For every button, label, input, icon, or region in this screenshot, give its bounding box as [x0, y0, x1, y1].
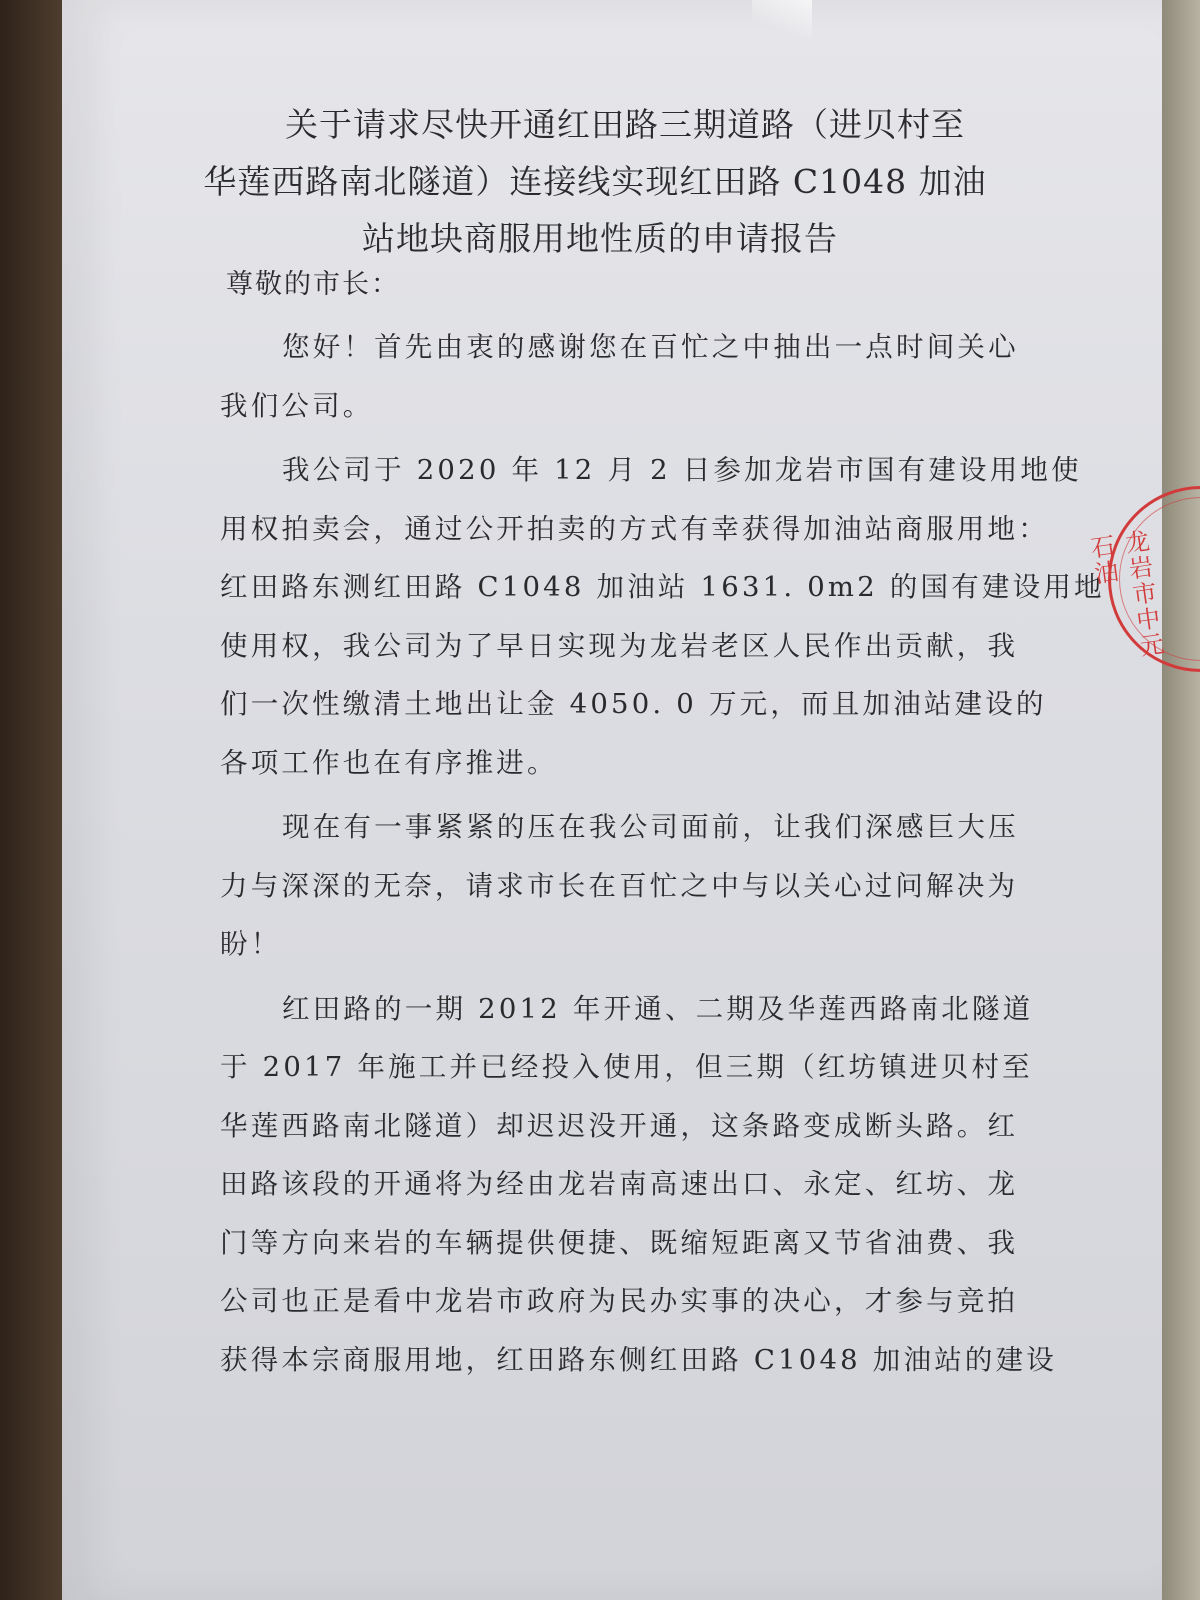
- body-line: 我们公司。: [220, 389, 374, 422]
- body-line: 于 2017 年施工并已经投入使用，但三期（红坊镇进贝村至: [220, 1051, 1033, 1083]
- body-line: 华莲西路南北隧道）却迟迟没开通，这条路变成断头路。红: [220, 1109, 1019, 1142]
- salutation: 尊敬的市长：: [226, 269, 400, 300]
- title-line: 站地块商服用地性质的申请报告: [362, 219, 838, 258]
- body-line: 各项工作也在有序推进。: [220, 746, 558, 779]
- body-line: 我公司于 2020 年 12 月 2 日参加龙岩市国有建设用地使: [282, 454, 1082, 486]
- title-line: 华莲西路南北隧道）连接线实现红田路 C1048 加油: [203, 162, 987, 201]
- body-line: 您好！首先由衷的感谢您在百忙之中抽出一点时间关心: [282, 331, 1019, 363]
- body-line: 获得本宗商服用地，红田路东侧红田路 C1048 加油站的建设: [220, 1343, 1058, 1376]
- title-line: 关于请求尽快开通红田路三期道路（进贝村至: [285, 105, 965, 144]
- body-line: 力与深深的无奈，请求市长在百忙之中与以关心过问解决为: [220, 869, 1019, 902]
- body-line: 们一次性缴清土地出让金 4050. 0 万元，而且加油站建设的: [220, 688, 1047, 720]
- body-line: 盼！: [220, 928, 282, 960]
- document-title: [0, 96, 1200, 267]
- body-line: 用权拍卖会，通过公开拍卖的方式有幸获得加油站商服用地：: [220, 512, 1049, 545]
- body-line: 使用权，我公司为了早日实现为龙岩老区人民作出贡献，我: [220, 629, 1019, 662]
- body-line: 现在有一事紧紧的压在我公司面前，让我们深感巨大压: [282, 811, 1019, 843]
- body-line: 红田路的一期 2012 年开通、二期及华莲西路南北隧道: [282, 992, 1034, 1025]
- seal-text: 龙岩市中元石油: [1084, 527, 1166, 661]
- body-line: 门等方向来岩的车辆提供便捷、既缩短距离又节省油费、我: [220, 1226, 1019, 1259]
- page-fold: [752, 0, 812, 40]
- body-line: 红田路东测红田路 C1048 加油站 1631. 0m2 的国有建设用地: [220, 571, 1105, 603]
- body-line: 田路该段的开通将为经由龙岩南高速出口、永定、红坊、龙: [220, 1168, 1019, 1200]
- letter-body: [220, 318, 1105, 1389]
- body-line: 公司也正是看中龙岩市政府为民办实事的决心，才参与竞拍: [220, 1285, 1019, 1317]
